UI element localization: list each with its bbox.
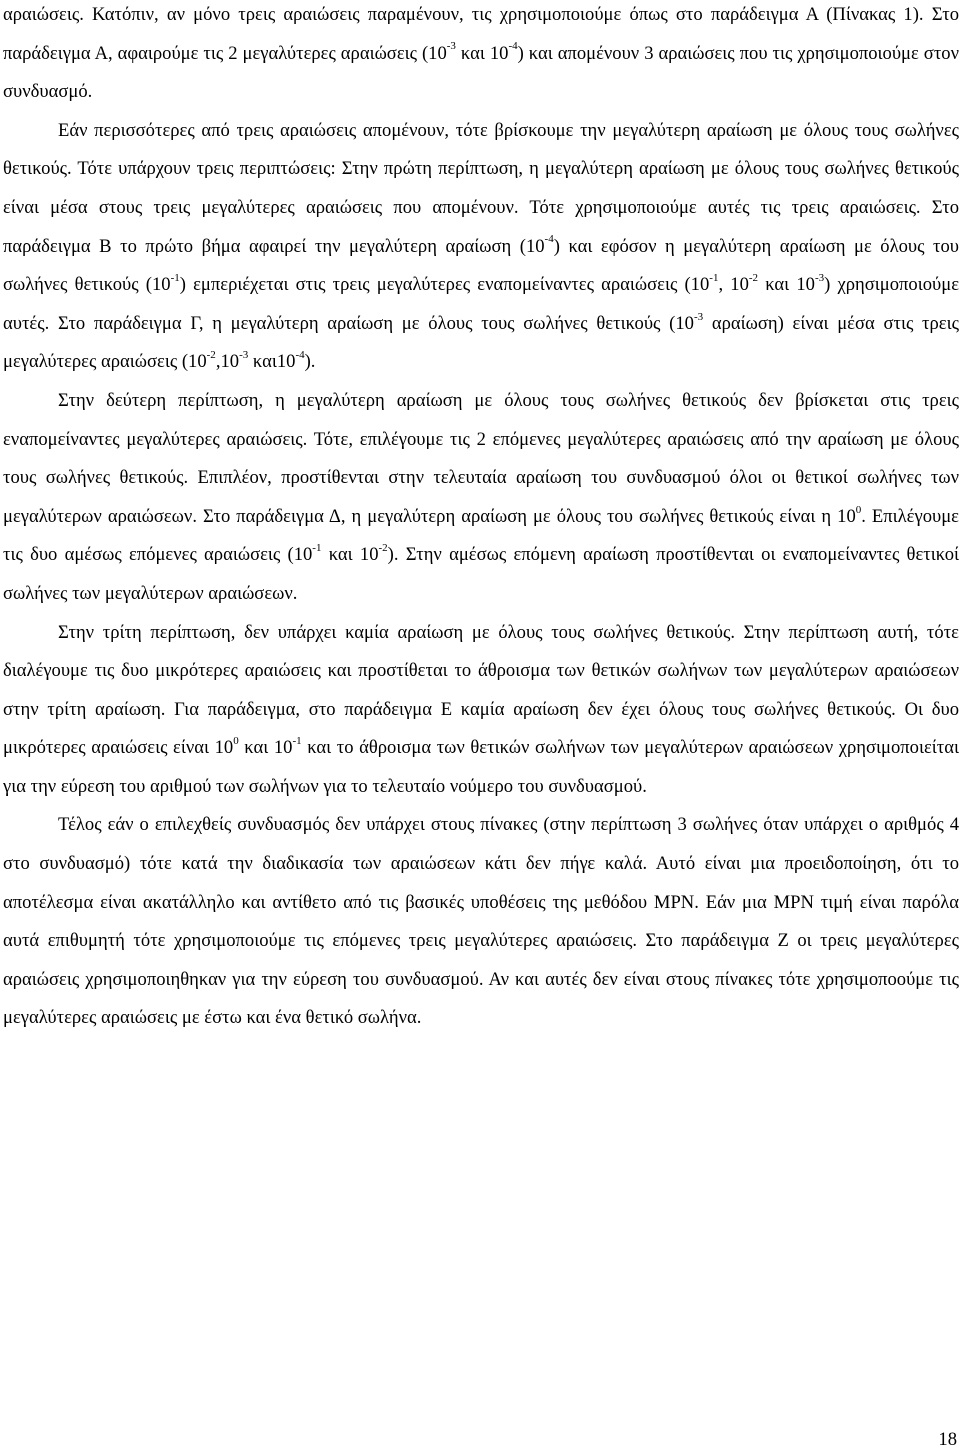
text-run: ) και εφόσον η μεγαλύτερη αραίωση με όλους του σωλήνες θετικούς (10 (3, 235, 959, 296)
text-run: . Επιλέγουμε τις δυο αμέσως επόμενες αραιώσεις (10 (3, 505, 959, 566)
text-run: ) και απομένουν 3 αραιώσεις που τις χρησιμοποιούμε στον συνδυασμό. (3, 42, 959, 103)
page-number: 18 (938, 1429, 957, 1450)
text-run: ). Στην αμέσως επόμενη αραίωση προστίθενται οι εναπομείναντες θετικοί σωλήνες των μεγαλύτερων αραιώσεων. (3, 544, 959, 604)
text-run: και 10 (455, 42, 509, 64)
exponent: -4 (508, 40, 518, 53)
text-run: ) εμπεριέχεται στις τρεις μεγαλύτερες εναπομείναντες αραιώσεις (10 (179, 274, 710, 296)
text-run: , 10 (718, 274, 749, 296)
body-text (3, 0, 959, 1038)
exponent: -4 (544, 233, 554, 246)
text-run: αραίωση) είναι μέσα στις τρεις μεγαλύτερες αραιώσεις (10 (3, 312, 959, 373)
exponent: -1 (170, 271, 180, 284)
text-run: Εάν περισσότερες από τρεις αραιώσεις απομένουν, τότε βρίσκουμε την μεγαλύτερη αραίωση με όλους τους σωλήνες θετικούς. Τότε υπάρχουν τρεις περιπτώσεις: Στην πρώτη περίπτωση, η μεγαλύτερη αραίωση με όλους τους σωλήνες θετικούς είναι μέσα στους τρεις μεγαλύτερες αραιώσεις που απομένουν. Τότε χρησιμοποιούμε αυτές τις τρεις αραιώσεις. Στο παράδειγμα Β το πρώτο βήμα αφαιρεί την μεγαλύτερη αραίωση (10 (3, 119, 959, 257)
exponent: -1 (709, 271, 719, 284)
exponent: -2 (378, 542, 388, 555)
exponent: 0 (855, 503, 862, 516)
exponent: -3 (693, 310, 704, 323)
paragraph-2 (3, 112, 959, 382)
text-run: και το άθροισμα των θετικών σωλήνων των μεγαλύτερων αραιώσεων χρησιμοποιείται για την εύρεση του αριθμού των σωλήνων για το τελευταίο νούμερο του συνδυασμού. (3, 737, 959, 797)
text-run: ). (304, 351, 316, 373)
exponent: -4 (295, 349, 305, 362)
paragraph-1 (3, 0, 959, 112)
text-run: και 10 (758, 274, 815, 296)
exponent: -1 (312, 542, 322, 555)
text-run: και 10 (238, 737, 293, 759)
paragraph-4 (3, 614, 959, 807)
text-run: και10 (248, 351, 296, 373)
text-run: Τέλος εάν ο επιλεχθείς συνδυασμός δεν υπάρχει στους πίνακες (στην περίπτωση 3 σωλήνες όταν υπάρχει ο αριθμός 4 στο συνδυασμό) τότε κατά την διαδικασία των αραιώσεων κάτι δεν πήγε καλά. Αυτό είναι μια προειδοποίηση, ότι το αποτέλεσμα είναι ακατάλληλο και αντίθετο από τις βασικές υποθέσεις της μεθόδου MPN. Εάν μια MPN τιμή είναι παρόλα αυτά επιθυμητή τότε χρησιμοποιούμε τις επόμενες τρεις μεγαλύτερες αραιώσεις. Στο παράδειγμα Ζ οι τρεις μεγαλύτερες αραιώσεις χρησιμοποιηθηκαν για την εύρεση του συνδυασμού. Αν και αυτές δεν είναι στους πίνακες τότε χρησιμοποούμε τις μεγαλύτερες αραιώσεις με έστω και ένα θετικό σωλήνα. (3, 814, 959, 1029)
paragraph-5 (3, 806, 959, 1038)
exponent: -2 (206, 349, 216, 362)
text-run: ) χρησιμοποιούμε αυτές. Στο παράδειγμα Γ, η μεγαλύτερη αραίωση με όλους τους σωλήνες θετικούς (10 (3, 274, 960, 334)
text-run: και 10 (321, 544, 379, 566)
exponent: -3 (446, 40, 456, 53)
exponent: 0 (233, 735, 239, 748)
text-run: Στην δεύτερη περίπτωση, η μεγαλύτερη αραίωση με όλους τους σωλήνες θετικούς δεν βρίσκεται στις τρεις εναπομείναντες μεγαλύτερες αραιώσεις. Τότε, επιλέγουμε τις 2 επόμενες μεγαλύτερες αραιώσεις από την αραίωση με όλους τους σωλήνες θετικούς. Επιπλέον, προστίθενται στην τελευταία αραίωση του συνδυασμού όλοι οι θετικοί σωλήνες των μεγαλύτερων αραιώσεων. Στο παράδειγμα Δ, η μεγαλύτερη αραίωση με όλους του σωλήνες θετικούς είναι η 10 (3, 389, 959, 527)
text-run: Στην τρίτη περίπτωση, δεν υπάρχει καμία αραίωση με όλους τους σωλήνες θετικούς. Στην περίπτωση αυτή, τότε διαλέγουμε τις δυο μικρότερες αραιώσεις και προστίθεται το άθροισμα των θετικών σωλήνων των μεγαλύτερων αραιώσεων στην τρίτη αραίωση. Για παράδειγμα, στο παράδειγμα Ε καμία αραίωση δεν έχει όλους τους σωλήνες θετικούς. Οι δυο μικρότερες αραιώσεις είναι 10 (3, 621, 959, 759)
exponent: -2 (748, 271, 759, 284)
exponent: -3 (239, 349, 249, 362)
text-run: αραιώσεις. Κατόπιν, αν μόνο τρεις αραιώσεις παραμένουν, τις χρησιμοποιούμε όπως στο παράδειγμα Α (Πίνακας 1). Στο παράδειγμα Α, αφαιρούμε τις 2 μεγαλύτερες αραιώσεις (10 (3, 4, 959, 64)
exponent: -3 (814, 271, 825, 284)
text-run: ,10 (215, 351, 240, 373)
paragraph-3 (3, 382, 959, 614)
exponent: -1 (292, 735, 302, 748)
